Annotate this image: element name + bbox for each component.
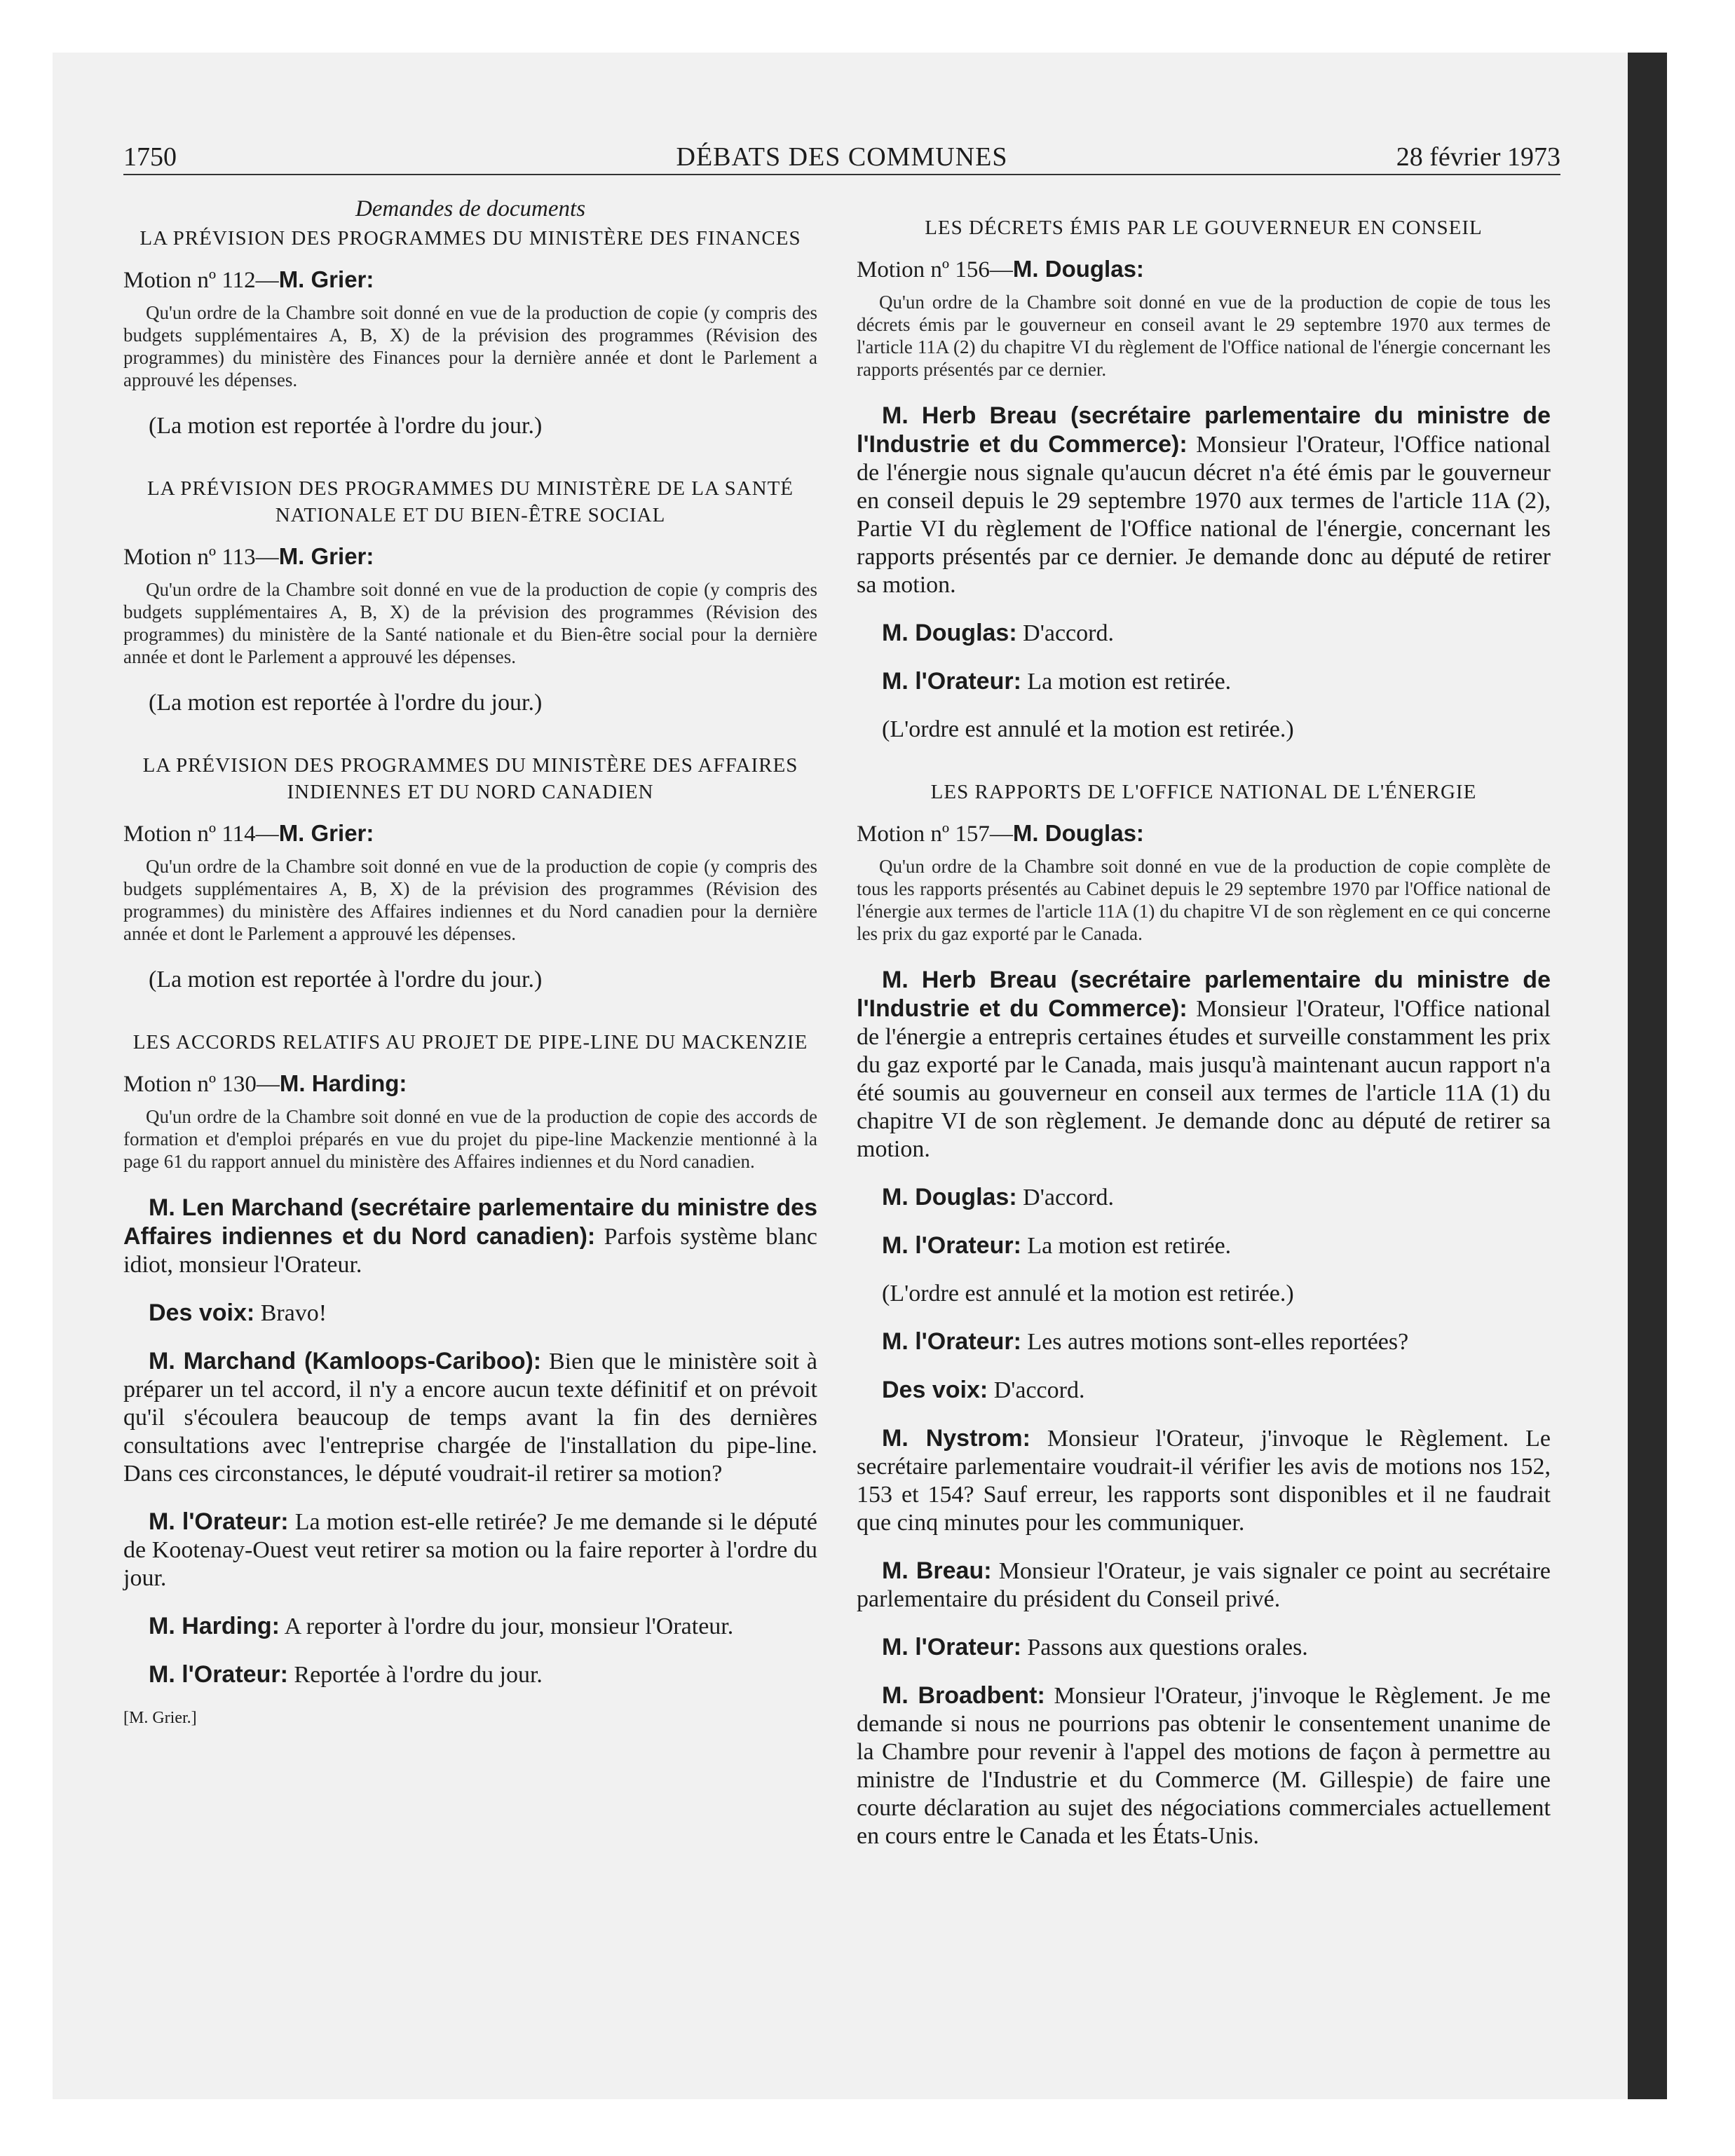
motion-result: (L'ordre est annulé et la motion est retirée.) — [882, 716, 1294, 742]
speech-paragraph: M. Herb Breau (secrétaire parlementaire du ministre de l'Industrie et du Commerce): Monsieur l'Orateur, l'Office national de l'énergie a entrepris certaines études et surveille constamment les prix du gaz exporté par le Canada, mais jusqu'à maintenant aucun rapport n'a été soumis au gouverneur en conseil aux termes de l'article 11A (1) du chapitre VI de son règlement. Je demande donc au député de retirer sa motion. — [857, 967, 1551, 1162]
motion-text: Qu'un ordre de la Chambre soit donné en vue de la production de copie (y compris des budgets supplémentaires A, B, X) de la prévision des programmes (Révision des programmes) du ministère des Affaires indiennes et du Nord canadien pour la dernière année et dont le Parlement a approuvé les dépenses. — [123, 856, 817, 944]
speech-paragraph: M. l'Orateur: Reportée à l'ordre du jour. — [149, 1661, 543, 1688]
motion-result: (La motion est reportée à l'ordre du jour.) — [149, 967, 543, 992]
speech-paragraph: M. Harding: A reporter à l'ordre du jour, monsieur l'Orateur. — [149, 1613, 734, 1639]
motion-title: LES ACCORDS RELATIFS AU PROJET DE PIPE-LINE DU MACKENZIE — [132, 1031, 808, 1053]
motion-text: Qu'un ordre de la Chambre soit donné en vue de la production de copie complète de tous les rapports présentés au Cabinet depuis le 29 septembre 1970 par l'Office national de l'énergie aux termes de l'article 11A (1) du chapitre VI de son règlement en ce qui concerne les prix du gaz exporté par le Canada. — [857, 856, 1551, 944]
speech-paragraph: M. Marchand (Kamloops-Cariboo): Bien que le ministère soit à préparer un tel accord, il n'y a encore aucun texte définitif et on prévoit qu'il s'écoulera beaucoup de temps avant la fin des dernières consultations avec l'entreprise chargée de l'installation du pipe-line. Dans ces circonstances, le député voudrait-il retirer sa motion? — [123, 1348, 817, 1487]
speech-paragraph: M. l'Orateur: Passons aux questions orales. — [882, 1634, 1308, 1660]
motion-text: Qu'un ordre de la Chambre soit donné en vue de la production de copie de tous les décrets émis par le gouverneur en conseil avant le 29 septembre 1970 aux termes de l'article 11A (2) du chapitre VI du règlement de l'Office national de l'énergie concernant les rapports présentés par ce dernier. — [857, 292, 1551, 380]
scan-edge-bar — [1628, 53, 1667, 2099]
publication-title: DÉBATS DES COMMUNES — [676, 142, 1008, 172]
speech-paragraph: M. Broadbent: Monsieur l'Orateur, j'invoque le Règlement. Je me demande si nous ne pourrions pas obtenir le consentement unanime de la Chambre pour revenir à l'appel des motions de façon à permettre au ministre de l'Industrie et du Commerce (M. Gillespie) de faire une courte déclaration au sujet des négociations commerciales actuellement en cours entre le Canada et les États-Unis. — [857, 1682, 1551, 1849]
speech-paragraph: M. Douglas: D'accord. — [882, 1184, 1114, 1210]
motion-header: Motion nº 156—M. Douglas: — [857, 256, 1144, 282]
motion-header: Motion nº 112—M. Grier: — [123, 266, 374, 293]
speech-paragraph: Des voix: Bravo! — [149, 1299, 327, 1326]
motion-text: Qu'un ordre de la Chambre soit donné en vue de la production de copie (y compris des budgets supplémentaires A, B, X) de la prévision des programmes (Révision des programmes) du ministère des Finances pour la dernière année et dont le Parlement a approuvé les dépenses. — [123, 302, 817, 390]
motion-text: Qu'un ordre de la Chambre soit donné en vue de la production de copie (y compris des budgets supplémentaires A, B, X) de la prévision des programmes (Révision des programmes) du ministère de la Santé nationale et du Bien-être social pour la dernière année et dont le Parlement a approuvé les dépenses. — [123, 579, 817, 667]
motion-title: LA PRÉVISION DES PROGRAMMES DU MINISTÈRE DES FINANCES — [140, 227, 801, 250]
right-column — [857, 196, 1551, 1870]
motion-header: Motion nº 157—M. Douglas: — [857, 820, 1144, 847]
motion-title: LA PRÉVISION DES PROGRAMMES DU MINISTÈRE DES AFFAIRES INDIENNES ET DU NORD CANADIEN — [142, 754, 798, 803]
motion-header: Motion nº 114—M. Grier: — [123, 820, 374, 847]
page-number: 1750 — [123, 142, 177, 172]
speech-paragraph: M. l'Orateur: La motion est retirée. — [882, 668, 1232, 695]
page-header — [123, 137, 1560, 175]
motion-header: Motion nº 130—M. Harding: — [123, 1070, 407, 1097]
motion-text: Qu'un ordre de la Chambre soit donné en vue de la production de copie des accords de formation et d'emploi préparés en vue du projet du pipe-line Mackenzie mentionné à la page 61 du rapport annuel du ministère des Affaires indiennes et du Nord canadien. — [123, 1106, 817, 1172]
section-heading: Demandes de documents — [355, 196, 586, 221]
motion-result: (L'ordre est annulé et la motion est retirée.) — [882, 1281, 1294, 1306]
motion-title: LES RAPPORTS DE L'OFFICE NATIONAL DE L'ÉNERGIE — [930, 781, 1477, 803]
motion-result: (La motion est reportée à l'ordre du jour.) — [149, 690, 543, 716]
speech-paragraph: Des voix: D'accord. — [882, 1377, 1085, 1403]
motion-header: Motion nº 113—M. Grier: — [123, 543, 374, 570]
speech-paragraph: M. Douglas: D'accord. — [882, 620, 1114, 646]
motion-result: (La motion est reportée à l'ordre du jour.) — [149, 413, 543, 439]
speech-paragraph: M. l'Orateur: La motion est-elle retirée? Je me demande si le député de Kootenay-Ouest veut retirer sa motion ou la faire reporter à l'ordre du jour. — [123, 1508, 817, 1591]
motion-title: LES DÉCRETS ÉMIS PAR LE GOUVERNEUR EN CONSEIL — [925, 217, 1483, 239]
speech-paragraph: M. Nystrom: Monsieur l'Orateur, j'invoque le Règlement. Le secrétaire parlementaire voudrait-il vérifier les avis de motions nos 152, 153 et 154? Sauf erreur, les rapports sont disponibles et il ne faudrait que cinq minutes pour les communiquer. — [857, 1425, 1551, 1536]
speech-paragraph: M. l'Orateur: Les autres motions sont-elles reportées? — [882, 1328, 1409, 1355]
speech-paragraph: M. l'Orateur: La motion est retirée. — [882, 1232, 1232, 1259]
issue-date: 28 février 1973 — [1396, 142, 1560, 172]
speech-paragraph: M. Breau: Monsieur l'Orateur, je vais signaler ce point au secrétaire parlementaire du président du Conseil privé. — [857, 1557, 1551, 1612]
footer-note: [M. Grier.] — [123, 1709, 197, 1727]
speech-paragraph: M. Len Marchand (secrétaire parlementaire du ministre des Affaires indiennes et du Nord canadien): Parfois système blanc idiot, monsieur l'Orateur. — [123, 1194, 817, 1278]
left-column — [123, 196, 817, 1728]
speech-paragraph: M. Herb Breau (secrétaire parlementaire du ministre de l'Industrie et du Commerce): Monsieur l'Orateur, l'Office national de l'énergie nous signale qu'aucun décret n'a été émis par le gouverneur en conseil depuis le 29 septembre 1970 aux termes de l'article 11A (2), Partie VI du règlement de l'Office national de l'énergie, concernant les rapports présentés par ce dernier. Je demande donc au député de retirer sa motion. — [857, 402, 1551, 598]
motion-title: LA PRÉVISION DES PROGRAMMES DU MINISTÈRE DE LA SANTÉ NATIONALE ET DU BIEN-ÊTRE SOCIAL — [147, 477, 794, 526]
